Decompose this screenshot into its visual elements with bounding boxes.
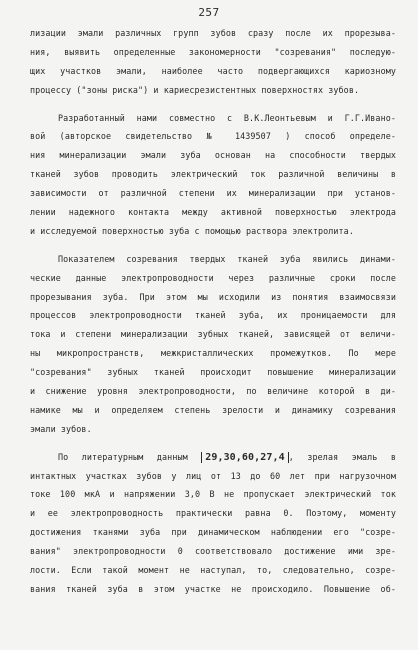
text-line: тока и степени минерализации зубных тканей, зависящей от величи- [30, 329, 396, 340]
citation-reference: 29,30,60,27,4 [201, 452, 289, 463]
page-number: 257 [198, 6, 220, 19]
text-line: процессу ("зоны риска") и кариесрезистентных поверхностях зубов. [30, 84, 360, 95]
text-line: вой (авторское свидетельство № 1439507 ) способ определе- [30, 131, 396, 142]
text-line: Показателем созревания твердых тканей зуба явились динами- [58, 253, 396, 264]
paragraph-3 [30, 250, 396, 439]
paragraph-2 [30, 109, 396, 241]
text-line: Разработанный нами совместно с В.К.Леонтьевым и Г.Г.Ивано- [58, 112, 396, 123]
text-line: лости. Если такой момент не наступал, то, следовательно, созре- [30, 565, 396, 576]
text-line: ния, выявить определенные закономерности "созревания" последую- [30, 46, 396, 57]
text-line: ческие данные электропроводности через различные сроки после [30, 272, 396, 283]
text-line: ны микропространств, межкристаллических промежутков. По мере [30, 348, 396, 359]
text-line: процессов электропроводности тканей зуба, их проницаемости для [30, 310, 396, 321]
text-line: токе 100 мкА и напряжении 3,0 В не пропускает электрический ток [30, 489, 396, 500]
document-body [30, 24, 396, 599]
text-line: намике мы и определяем степень зрелости и динамику созревания [30, 404, 396, 415]
paragraph-4 [30, 448, 396, 599]
cite-lead-text: По литературным данным [58, 451, 188, 462]
cite-trail-text: , зрелая эмаль в [288, 451, 396, 462]
text-line: вания" электропроводности 0 соответствовало достижение ими зре- [30, 546, 396, 557]
text-line: и ее электропроводность практически равна 0. Поэтому, моменту [30, 508, 396, 519]
text-line: прорезывания зуба. При этом мы исходили из понятия взаимосвязи [30, 291, 396, 302]
text-line: вания тканей зуба в этом участке не происходило. Повышение об- [30, 583, 396, 594]
text-line: лении надежного контакта между активной поверхностью электрода [30, 207, 396, 218]
paragraph-1 [30, 24, 396, 100]
text-line [30, 448, 396, 467]
text-line: лизации эмали различных групп зубов сразу после их прорезыва- [30, 28, 396, 38]
text-line: тканей зубов проводить электрический ток различной величины в [30, 169, 396, 180]
text-line: ния минерализации эмали зуба основан на способности твердых [30, 150, 396, 161]
text-line: интактных участках зубов у лиц от 13 до 60 лет при нагрузочном [30, 470, 396, 481]
text-line: эмали зубов. [30, 423, 92, 434]
text-line: зависимости от различной степени их минерализации при установ- [30, 188, 396, 199]
text-line: и снижение уровня электропроводности, по величине которой в ди- [30, 386, 396, 397]
text-line: щих участков эмали, наиболее часто подвергающихся кариозному [30, 65, 396, 76]
text-line: и исследуемой поверхностью зуба с помощью раствора электролита. [30, 225, 354, 236]
text-line: достижения тканями зуба при динамическом наблюдении его "созре- [30, 527, 396, 538]
text-line: "созревания" зубных тканей происходит повышение минерализации [30, 367, 396, 378]
